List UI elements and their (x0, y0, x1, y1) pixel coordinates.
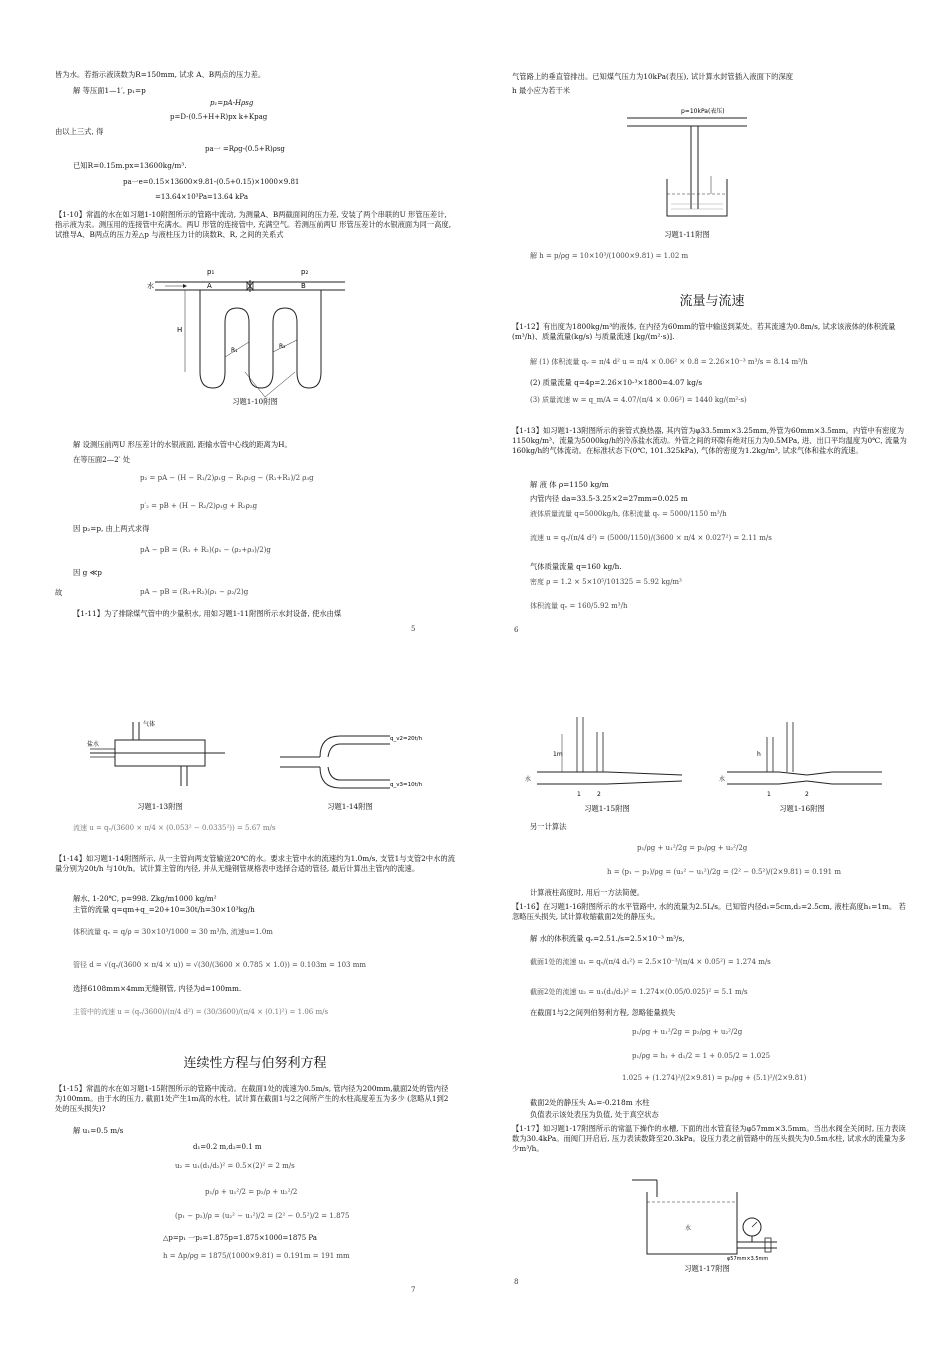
page-number: 8 (514, 1278, 519, 1286)
figure-1-14 (280, 724, 423, 799)
equation: pA − pB = (R₁ + R₂)(ρ₁ − (ρ₂+ρ₃)/2)g (140, 546, 271, 554)
fig-label: q_v2=20t/h (390, 736, 423, 742)
equation: p=D-(0.5+H+R)px k+Kpag (170, 113, 268, 121)
equation: p₂ = pA − (H − R₁/2)ρ₁g − R₁ρ₂g − (R₁+R₂)/2 ρ₃g (140, 474, 314, 482)
text-line: 解 等压面1—1′, p₁=p (73, 86, 146, 95)
fig-label: B (301, 282, 306, 290)
problem-text: 【1-14】如习题1-14附图所示, 从一主管向两支管输送20℃的水。要求主管中水的流速约为1.0m/s, 支管1与支管2中水的流量分别为20t/h 与10t/h。试计算主管的内径, 并从无缝钢管规格表中选择合适的管径, 最后计算出主管内的流速。 (55, 854, 455, 873)
fig-label: 盐水 (87, 741, 100, 748)
fig-label: 1m (553, 751, 563, 758)
text-line: 解 u₁=0.5 m/s (73, 1126, 124, 1135)
figure-caption: 习题1-14附图 (327, 802, 373, 811)
fig-label: 1 (767, 791, 771, 798)
figure-1-15 (517, 712, 687, 802)
text-line: 另一计算法 (530, 822, 567, 831)
fig-label: 水 (147, 282, 154, 290)
problem-text: 【1-17】如习题1-17附图所示的常温下操作的水槽, 下面的出水管直径为φ57mm×3.5mm。当出水阀全关闭时, 压力表读数为30.4kPa。而阀门开启后, 压力表读数降至20.3kPa。设压力表之前管路中的压头损失为0.5m水柱, 试求水的流量为多少m³/h。 (512, 1124, 906, 1153)
fig-label: 2 (805, 791, 809, 798)
figure-caption: 习题1-13附图 (137, 802, 183, 811)
text-line: 选择6108mm×4mm无缝钢管, 内径为d=100mm. (73, 984, 242, 993)
fig-label: h (757, 751, 761, 758)
fig-label: H (177, 326, 183, 334)
equation: p₁/ρg = h₁ + d₁/2 = 1 + 0.05/2 = 1.025 (632, 1052, 771, 1060)
fig-label: 气体 (143, 721, 156, 728)
fig-label: A (207, 282, 212, 290)
equation: (p₁ − p₂)/ρ = (u₂² − u₁²)/2 = (2² − 0.5²)/2 = 1.875 (175, 1212, 350, 1220)
text-line: 负值表示该处表压为负值, 处于真空状态 (530, 1110, 659, 1119)
text-line: 因 p₂=p, 由上两式求得 (73, 524, 150, 533)
figure-1-11 (627, 104, 767, 224)
text-line: h 最小应为若干米 (512, 86, 571, 95)
equation: p₁/ρ + u₁²/2 = p₂/ρ + u₂²/2 (205, 1188, 298, 1196)
page-7 (55, 712, 455, 1332)
text-line: 由以上三式, 得 (55, 127, 104, 136)
equation: h = Δp/ρg = 1875/(1000×9.81) = 0.191m = 191 mm (163, 1252, 350, 1260)
fig-label: 1 (577, 791, 581, 798)
page-8 (512, 712, 912, 1332)
fig-label: φ57mm×3.5mm (727, 1256, 769, 1262)
figure-caption: 习题1-15附图 (584, 804, 630, 813)
figure-1-17 (627, 1172, 787, 1262)
figure-1-13 (85, 712, 225, 797)
equation: p₁=pA-Hρsg (210, 99, 254, 107)
text-line: 在等压面2—2′ 处 (73, 455, 131, 464)
text-line: 解水, 1-20℃, p=998. Zkg/m1000 kg/m² (73, 894, 217, 903)
equation: 解 h = p/ρg = 10×10³/(1000×9.81) = 1.02 m (530, 252, 689, 260)
section-title: 连续性方程与伯努利方程 (183, 1056, 327, 1071)
fig-label: R₂ (279, 343, 286, 350)
equation: 截面1处的流速 u₁ = qᵥ/(π/4 d₁²) = 2.5×10⁻³/(π/4 × 0.05²) = 1.274 m/s (530, 958, 771, 966)
text-line: 解 水的体积流量 qᵥ=2.51./s=2.5×10⁻³ m³/s, (530, 934, 685, 943)
equation: 管径 d = √(qᵥ/(3600 × π/4 × u)) = √(30/(3600 × 0.785 × 1.0)) = 0.103m = 103 mm (73, 961, 366, 969)
equation: p₁/ρg + u₁²/2g = p₂/ρg + u₂²/2g (632, 1028, 743, 1036)
problem-text: 【1-12】有出度为1800kg/m³的液体, 在内径为60mm的管中输送到某处。若其流速为0.8m/s, 试求该液体的体积流量 (m³/h)、质量流量(kg/s) 与质量流速 [kg/(m²·s)]. (512, 322, 896, 341)
page-number: 6 (514, 626, 519, 634)
figure-caption: 习题1-17附图 (684, 1264, 730, 1273)
equation: pa一e=0.15×13600×9.81-(0.5+0.15)×1000×9.81 (123, 178, 300, 186)
equation: 密度 ρ = 1.2 × 5×10⁵/101325 = 5.92 kg/m³ (530, 578, 682, 586)
equation: 解 (1) 体积流量 qᵥ = π/4 d² u = π/4 × 0.06² × 0.8 = 2.26×10⁻³ m³/s = 8.14 m³/h (530, 358, 808, 366)
equation: 1.025 + (1.274)²/(2×9.81) = p₂/ρg + (5.1)²/(2×9.81) (622, 1074, 807, 1082)
figure-1-10 (147, 262, 355, 402)
page-6 (512, 62, 912, 682)
equation: △p=p₁ 一p₂=1.875p=1.875×1000=1875 Pa (163, 1234, 317, 1242)
problem-text: 【1-16】在习题1-16附图所示的水平管路中, 水的流量为2.5L/s。已知管内径d₁=5cm,d₂=2.5cm, 液柱高度h₁=1m。 若忽略压头损失, 试计算收缩截面2处的静压头。 (512, 902, 906, 921)
fig-label: R₁ (231, 347, 238, 354)
fig-label: p₂ (301, 268, 309, 276)
text-line: 气管路上的垂直管排出。已知煤气压力为10kPa(表压), 试计算水封管插入液面下的深度 (512, 72, 794, 81)
fig-label: 水 (525, 776, 532, 783)
equation: =13.64×10³Pa=13.64 kPa (155, 193, 248, 201)
equation: 液体质量流量 q=5000kg/h, 体积流量 qᵥ = 5000/1150 m³/h (530, 510, 727, 518)
figure-caption: 习题1-11附图 (664, 230, 710, 239)
equation: 主管中的流速 u = (qᵥ/3600)/(π/4 d²) = (30/3600)/(π/4 × (0.1)²) = 1.06 m/s (73, 1008, 329, 1016)
equation: pa一 =Rρg-(0.5+R)ρsg (205, 145, 285, 153)
figure-1-16 (717, 712, 887, 802)
equation: p′₂ = pB + (H − R₂/2)ρ₁g + R₂ρ₂g (140, 502, 258, 510)
text-line: 内管内径 da=33.5-3.25×2=27mm=0.025 m (530, 494, 688, 503)
text-line: 气体质量流量 q=160 kg/h. (530, 562, 622, 571)
text-line: 解 设测压前两U 形压差计的水银液面, 距输水管中心线的距离为H。 (73, 440, 292, 449)
equation: d₁=0.2 m,d₂=0.1 m (193, 1143, 262, 1151)
section-title: 流量与流速 (679, 294, 745, 309)
fig-label: q_v3=10t/h (390, 782, 423, 788)
fig-label: p₁ (207, 268, 215, 276)
problem-text: 【1-15】常温的水在如习题1-15附图所示的管路中流动。在截面1处的流速为0.5m/s, 管内径为200mm,截面2处的管内径为100mm。由于水的压力, 截面1处产生1m高的水柱。试计算在截面1与2之间所产生的水柱高度差五为多少 (忽略从1到2处的压头损失)? (55, 1084, 449, 1113)
fig-label: 水 (719, 776, 726, 783)
text-line: 皆为水。若指示液读数为R=150mm, 试求 A、B两点的压力差。 (55, 70, 266, 79)
text-line: 因 g ≪p (73, 568, 102, 577)
equation: 流速 u = qᵥ/(3600 × π/4 × (0.053² − 0.0335²)) = 5.67 m/s (73, 824, 276, 832)
text-line: 故 (55, 588, 63, 597)
text-line: 主管的流量 q=qm+q_=20+10=30t/h=30×10³kg/h (73, 905, 255, 914)
text-line: 截面2处的静压头 A₂=-0.218m 水柱 (530, 1098, 650, 1107)
text-line: 已知R=0.15m.px=13600kg/m³. (73, 161, 187, 170)
fig-label: 水 (685, 1225, 692, 1232)
equation: h = (p₁ − p₂)/ρg = (u₂² − u₁²)/2g = (2² − 0.5²)/(2×9.81) = 0.191 m (607, 868, 841, 876)
fig-label: p=10kPa(表压) (681, 108, 725, 115)
figure-caption: 习题1-16附图 (779, 804, 825, 813)
text-line: 解 液 体 ρ=1150 kg/m (530, 480, 609, 489)
page-number: 5 (411, 625, 416, 633)
text-line: 【1-11】为了排除煤气管中的少量积水, 用如习题1-11附图所示水封设备, 使水由煤 (73, 609, 342, 618)
text-line: (2) 质量流量 q=4p=2.26×10-³×1800=4.07 kg/s (530, 378, 703, 387)
equation: 体积流量 qᵥ = 160/5.92 m³/h (530, 602, 628, 610)
problem-text: 【1-13】如习题1-13附图所示的套管式换热器, 其内管为φ33.5mm×3.25mm,外管为60mm×3.5mm。内管中有密度为1150kg/m³、流量为5000kg/h的冷冻盐水流动。外管之间的环隙有绝对压力为0.5MPa, 进、出口平均温度为0℃, 流量为160kg/h的气体流动。在标准状态下(0℃, 101.325kPa), 气体的密度为1.2kg/m³, 试求气体和盐水的流速。 (512, 426, 907, 455)
equation: 体积流量 qᵥ = q/ρ = 30×10³/1000 = 30 m³/h, 流速u=1.0m (73, 928, 273, 936)
text-line: 在截面1与2之间列伯努利方程, 忽略能量损失 (530, 1008, 676, 1017)
problem-text: 【1-10】常温的水在如习题1-10附图所示的管路中流动, 为测量A、B两截面间的压力差, 安装了两个串联的U 形管压差计, 指示液为汞。测压用的连接管中充满水。两U 形管的连接管中, 充满空气。若测压前两U 形管压差计的水银液面为同一高度, 试推导A、B两点的压力差△p 与液柱压力计的读数R、R, 之间的关系式 (55, 210, 452, 239)
figure-caption: 习题1-10附图 (232, 397, 278, 406)
equation: pA − pB = (R₁+R₂)(ρ₁ − ρ₂/2)g (140, 588, 249, 596)
page-number: 7 (411, 1286, 416, 1294)
equation: 截面2处的流速 u₂ = u₁(d₁/d₂)² = 1.274×(0.05/0.025)² = 5.1 m/s (530, 988, 748, 996)
equation: (3) 质量流速 w = q_m/A = 4.07/(π/4 × 0.06²) = 1440 kg/(m²·s) (530, 396, 747, 404)
equation: 流速 u = qᵥ/(π/4 d²) = (5000/1150)/(3600 × π/4 × 0.027²) = 2.11 m/s (530, 534, 772, 542)
equation: u₂ = u₁(d₁/d₂)² = 0.5×(2)² = 2 m/s (175, 1162, 295, 1170)
page-5 (55, 62, 455, 682)
fig-label: 2 (597, 791, 601, 798)
equation: p₁/ρg + u₁²/2g = p₂/ρg + u₂²/2g (637, 844, 748, 852)
text-line: 计算液柱高度时, 用后一方法简便。 (530, 888, 645, 897)
